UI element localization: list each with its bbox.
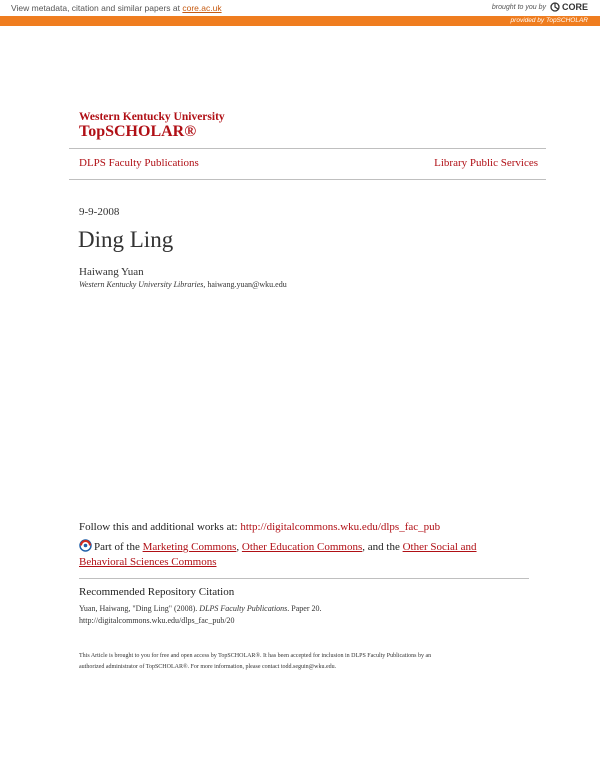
core-brought-by: brought to you by xyxy=(491,3,546,11)
citation-suffix: . Paper 20. xyxy=(287,604,322,613)
core-brand xyxy=(492,2,588,12)
citation-url[interactable]: http://digitalcommons.wku.edu/dlps_fac_pub/20 xyxy=(79,616,235,625)
article-title: Ding Ling xyxy=(78,227,174,252)
part-of-disciplines xyxy=(79,539,499,570)
notice-line-2: authorized administrator of TopSCHOLAR®. For more information, please contact todd.seguin@wku.edu. xyxy=(79,664,337,670)
core-logo[interactable] xyxy=(550,2,588,12)
provided-by-text: provided by TopSCHOLAR xyxy=(510,17,588,24)
department-link[interactable]: Library Public Services xyxy=(434,157,538,169)
institution-header[interactable] xyxy=(79,111,225,141)
core-banner xyxy=(0,0,600,16)
core-logo-icon xyxy=(550,2,560,12)
social-behavioral-commons-link[interactable]: Other Social and Behavioral Sciences Commons xyxy=(79,541,477,568)
affiliation-name: Western Kentucky University Libraries xyxy=(79,280,204,289)
follow-line xyxy=(79,521,440,533)
core-metadata-text xyxy=(11,3,222,13)
author-affiliation xyxy=(79,280,287,289)
commons-network-icon xyxy=(79,539,92,552)
author-name: Haiwang Yuan xyxy=(79,266,144,278)
marketing-commons-link[interactable]: Marketing Commons xyxy=(142,541,237,553)
access-notice xyxy=(79,651,509,673)
collection-link[interactable]: DLPS Faculty Publications xyxy=(79,157,199,169)
other-education-commons-link[interactable]: Other Education Commons xyxy=(241,541,363,553)
core-brand-name: CORE xyxy=(561,2,588,12)
university-name: Western Kentucky University xyxy=(79,111,225,123)
core-metadata-label: View metadata, citation and similar papers at xyxy=(11,3,180,13)
follow-url-link[interactable]: http://digitalcommons.wku.edu/dlps_fac_pub xyxy=(240,521,441,533)
nav-divider xyxy=(69,179,546,180)
notice-line-1: This Article is brought to you for free and open access by TopSCHOLAR®. It has been accepted for inclusion in DLPS Faculty Publications by an xyxy=(79,653,432,659)
part-of-sep1: , xyxy=(236,541,242,553)
affiliation-email: , haiwang.yuan@wku.edu xyxy=(203,280,287,289)
core-link[interactable]: core.ac.uk xyxy=(182,3,222,13)
citation-divider xyxy=(79,578,529,579)
citation-heading: Recommended Repository Citation xyxy=(79,586,235,598)
provided-by-bar xyxy=(0,16,600,26)
part-of-sep2: , and the xyxy=(362,541,403,553)
citation-text xyxy=(79,603,519,627)
citation-series: DLPS Faculty Publications xyxy=(199,604,288,613)
follow-label: Follow this and additional works at: xyxy=(79,521,241,533)
top-divider xyxy=(69,148,546,149)
publication-date: 9-9-2008 xyxy=(79,206,120,218)
part-of-prefix: Part of the xyxy=(94,541,143,553)
repository-name: TopSCHOLAR® xyxy=(79,123,197,140)
citation-prefix: Yuan, Haiwang, "Ding Ling" (2008). xyxy=(79,604,200,613)
